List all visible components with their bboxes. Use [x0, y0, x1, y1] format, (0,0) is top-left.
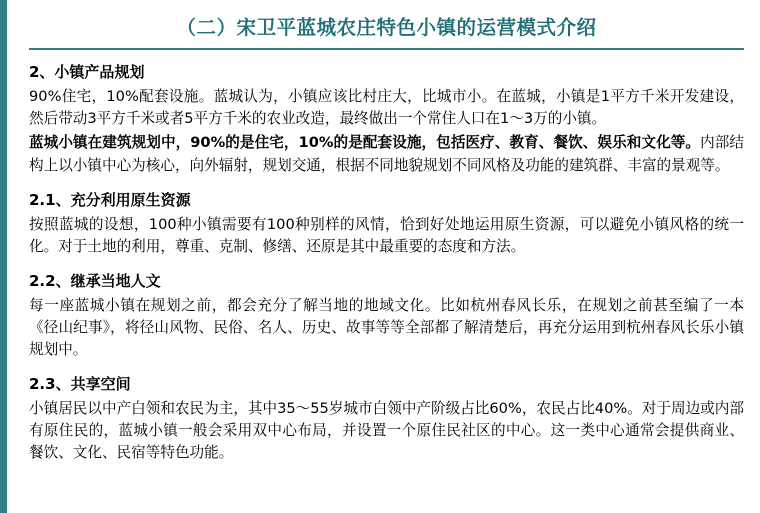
- spacer: [29, 363, 744, 374]
- section-heading: 2.2、继承当地人文: [29, 271, 161, 290]
- title-block: [29, 10, 744, 43]
- section-local-culture: [29, 271, 744, 361]
- section-native-resources: [29, 190, 744, 258]
- accent-sidebar: [0, 0, 7, 513]
- section-heading: 2、小镇产品规划: [29, 63, 145, 82]
- section-shared-space: [29, 374, 744, 464]
- paragraph: [29, 398, 744, 465]
- text-run-bold: 蓝城小镇在建筑规划中，90%的是住宅，10%的是配套设施，包括医疗、教育、餐饮、娱乐和文化等。: [29, 134, 701, 152]
- spacer: [29, 179, 744, 190]
- section-heading: 2.1、充分利用原生资源: [29, 190, 191, 209]
- text-run: 90%住宅，10%配套设施。蓝城认为，小镇应该比村庄大，比城市小。在蓝城，小镇是1平方千米开发建设，然后带动3平方千米或者5平方千米的农业改造，最终做出一个常住人口在1～3万的小镇。: [29, 88, 744, 128]
- document-content: [7, 0, 760, 513]
- text-run: 每一座蓝城小镇在规划之前，都会充分了解当地的地域文化。比如杭州春风长乐，在规划之前甚至编了一本《径山纪事》，将径山风物、民俗、名人、历史、故事等等全部都了解清楚后，再充分运用到杭州春风长乐小镇规划中。: [29, 296, 744, 359]
- page-title: （二）宋卫平蓝城农庄特色小镇的运营模式介绍: [176, 16, 597, 39]
- text-run: 小镇居民以中产白领和农民为主，其中35～55岁城市白领中产阶级占比60%，农民占比40%。对于周边或内部有原住民的，蓝城小镇一般会采用双中心布局，并设置一个原住民社区的中心。这一类中心通常会提供商业、餐饮、文化、民宿等特色功能。: [29, 399, 744, 462]
- spacer: [29, 260, 744, 271]
- paragraph: [29, 295, 744, 362]
- section-heading: 2.3、共享空间: [29, 375, 131, 394]
- paragraph: [29, 132, 744, 176]
- section-product-planning: [29, 62, 744, 176]
- text-run: 按照蓝城的设想，100种小镇需要有100种别样的风情，恰到好处地运用原生资源，可以避免小镇风格的统一化。对于土地的利用，尊重、克制、修缮、还原是其中最重要的态度和方法。: [29, 215, 744, 255]
- text-run: 内部结构上以小镇中心为核心，向外辐射，规划交通，根据不同地貌规划不同风格及功能的建筑群、丰富的景观等。: [29, 134, 744, 174]
- paragraph: [29, 86, 744, 130]
- paragraph: [29, 214, 744, 258]
- title-divider: [29, 48, 744, 50]
